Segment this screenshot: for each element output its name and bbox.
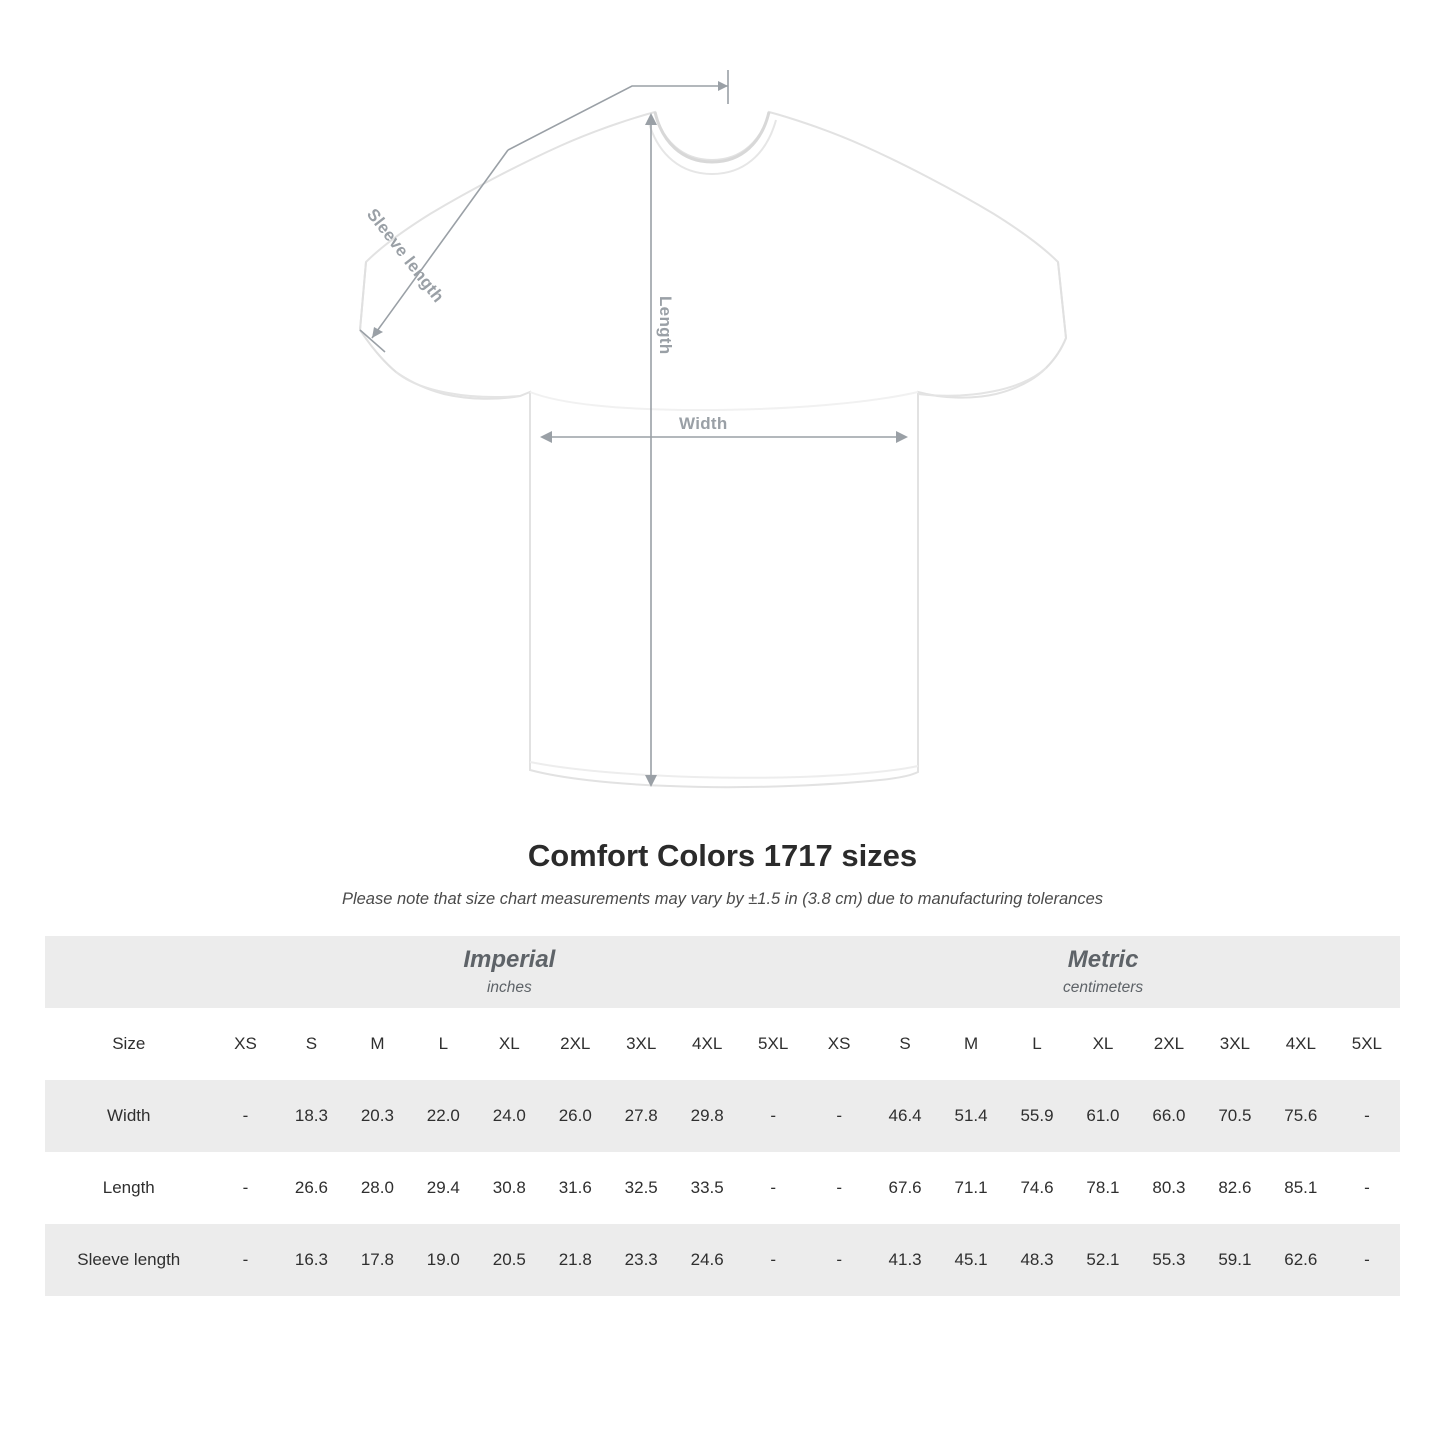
- cell-imperial-sleeve-3xl: 23.3: [608, 1224, 674, 1296]
- size-header-label: Size: [45, 1008, 213, 1080]
- cell-imperial-length-3xl: 32.5: [608, 1152, 674, 1224]
- cell-metric-length-xl: 78.1: [1070, 1152, 1136, 1224]
- cell-metric-width-4xl: 75.6: [1268, 1080, 1334, 1152]
- table-row-length: [45, 1152, 1400, 1224]
- cell-imperial-width-5xl: -: [740, 1080, 806, 1152]
- col-head-imperial-xl: XL: [476, 1008, 542, 1080]
- unit-header-row: [45, 936, 1400, 1008]
- col-head-imperial-4xl: 4XL: [674, 1008, 740, 1080]
- col-head-metric-2xl: 2XL: [1136, 1008, 1202, 1080]
- col-head-metric-l: L: [1004, 1008, 1070, 1080]
- cell-imperial-sleeve-xl: 20.5: [476, 1224, 542, 1296]
- col-head-imperial-3xl: 3XL: [608, 1008, 674, 1080]
- cell-imperial-length-4xl: 33.5: [674, 1152, 740, 1224]
- col-head-metric-xl: XL: [1070, 1008, 1136, 1080]
- title-block: [0, 838, 1445, 909]
- table-row-sleeve-length: [45, 1224, 1400, 1296]
- cell-metric-sleeve-s: 41.3: [872, 1224, 938, 1296]
- tolerance-note: Please note that size chart measurements may vary by ±1.5 in (3.8 cm) due to manufacturing tolerances: [341, 890, 1104, 908]
- cell-metric-sleeve-xl: 52.1: [1070, 1224, 1136, 1296]
- col-head-metric-4xl: 4XL: [1268, 1008, 1334, 1080]
- cell-metric-width-3xl: 70.5: [1202, 1080, 1268, 1152]
- cell-imperial-width-4xl: 29.8: [674, 1080, 740, 1152]
- cell-metric-width-l: 55.9: [1004, 1080, 1070, 1152]
- cell-metric-length-m: 71.1: [938, 1152, 1004, 1224]
- page-title: Comfort Colors 1717 sizes: [527, 838, 918, 873]
- label-width: Width: [679, 414, 728, 433]
- col-head-imperial-s: S: [278, 1008, 344, 1080]
- row-label-length: Length: [45, 1152, 213, 1224]
- col-head-metric-s: S: [872, 1008, 938, 1080]
- cell-metric-length-5xl: -: [1334, 1152, 1400, 1224]
- cell-imperial-width-xl: 24.0: [476, 1080, 542, 1152]
- cell-metric-length-s: 67.6: [872, 1152, 938, 1224]
- cell-metric-sleeve-4xl: 62.6: [1268, 1224, 1334, 1296]
- unit-name-metric: Metric: [1067, 945, 1139, 973]
- cell-metric-sleeve-m: 45.1: [938, 1224, 1004, 1296]
- col-head-imperial-xs: XS: [213, 1008, 279, 1080]
- cell-imperial-length-xs: -: [213, 1152, 279, 1224]
- cell-metric-sleeve-5xl: -: [1334, 1224, 1400, 1296]
- cell-imperial-sleeve-xs: -: [213, 1224, 279, 1296]
- cell-metric-sleeve-xs: -: [806, 1224, 872, 1296]
- cell-metric-width-5xl: -: [1334, 1080, 1400, 1152]
- cell-metric-sleeve-l: 48.3: [1004, 1224, 1070, 1296]
- cell-imperial-width-3xl: 27.8: [608, 1080, 674, 1152]
- size-header-row: [45, 1008, 1400, 1080]
- cell-metric-length-4xl: 85.1: [1268, 1152, 1334, 1224]
- col-head-imperial-5xl: 5XL: [740, 1008, 806, 1080]
- cell-imperial-width-xs: -: [213, 1080, 279, 1152]
- cell-metric-width-m: 51.4: [938, 1080, 1004, 1152]
- row-label-sleeve-length: Sleeve length: [45, 1224, 213, 1296]
- unit-sub-metric: centimeters: [1063, 979, 1144, 997]
- table-row-width: [45, 1080, 1400, 1152]
- cell-metric-length-3xl: 82.6: [1202, 1152, 1268, 1224]
- size-table-wrapper: [45, 936, 1400, 1296]
- cell-metric-length-l: 74.6: [1004, 1152, 1070, 1224]
- col-head-metric-m: M: [938, 1008, 1004, 1080]
- cell-imperial-sleeve-m: 17.8: [344, 1224, 410, 1296]
- unit-sub-imperial: inches: [486, 979, 532, 997]
- cell-metric-sleeve-3xl: 59.1: [1202, 1224, 1268, 1296]
- cell-imperial-width-2xl: 26.0: [542, 1080, 608, 1152]
- unit-header-imperial: [213, 936, 807, 1008]
- cell-imperial-sleeve-s: 16.3: [278, 1224, 344, 1296]
- col-head-metric-xs: XS: [806, 1008, 872, 1080]
- col-head-metric-3xl: 3XL: [1202, 1008, 1268, 1080]
- col-head-imperial-l: L: [410, 1008, 476, 1080]
- cell-imperial-sleeve-5xl: -: [740, 1224, 806, 1296]
- cell-metric-width-s: 46.4: [872, 1080, 938, 1152]
- cell-metric-width-xl: 61.0: [1070, 1080, 1136, 1152]
- unit-header-spacer: [45, 936, 213, 1008]
- cell-imperial-sleeve-2xl: 21.8: [542, 1224, 608, 1296]
- cell-imperial-sleeve-4xl: 24.6: [674, 1224, 740, 1296]
- unit-header-metric: [806, 936, 1400, 1008]
- cell-imperial-length-l: 29.4: [410, 1152, 476, 1224]
- col-head-imperial-m: M: [344, 1008, 410, 1080]
- cell-imperial-width-l: 22.0: [410, 1080, 476, 1152]
- unit-name-imperial: Imperial: [463, 945, 556, 973]
- cell-metric-width-2xl: 66.0: [1136, 1080, 1202, 1152]
- cell-imperial-length-2xl: 31.6: [542, 1152, 608, 1224]
- cell-imperial-length-s: 26.6: [278, 1152, 344, 1224]
- row-label-width: Width: [45, 1080, 213, 1152]
- cell-imperial-length-m: 28.0: [344, 1152, 410, 1224]
- cell-metric-length-xs: -: [806, 1152, 872, 1224]
- label-length: Length: [656, 296, 675, 355]
- cell-imperial-sleeve-l: 19.0: [410, 1224, 476, 1296]
- cell-imperial-length-5xl: -: [740, 1152, 806, 1224]
- col-head-imperial-2xl: 2XL: [542, 1008, 608, 1080]
- col-head-metric-5xl: 5XL: [1334, 1008, 1400, 1080]
- cell-metric-width-xs: -: [806, 1080, 872, 1152]
- cell-metric-sleeve-2xl: 55.3: [1136, 1224, 1202, 1296]
- cell-imperial-length-xl: 30.8: [476, 1152, 542, 1224]
- cell-imperial-width-s: 18.3: [278, 1080, 344, 1152]
- cell-imperial-width-m: 20.3: [344, 1080, 410, 1152]
- cell-metric-length-2xl: 80.3: [1136, 1152, 1202, 1224]
- size-table: [45, 936, 1400, 1296]
- label-sleeve-length: Sleeve length: [363, 205, 448, 307]
